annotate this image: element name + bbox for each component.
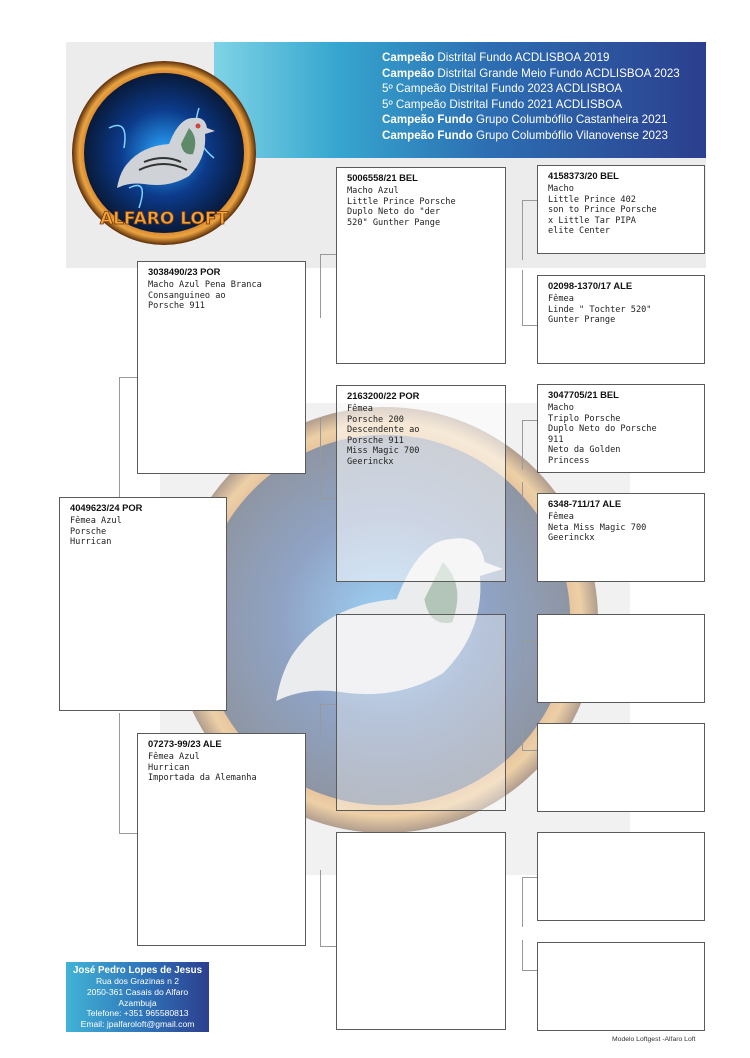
connector [522,877,523,927]
championship-title [382,128,712,144]
great-grandparent-card-empty[interactable] [537,723,705,812]
card-line: Fêmea [548,294,574,304]
connector [119,377,120,497]
card-line: Princess [548,455,590,466]
card-line: Macho Azul Pena Branca [148,280,262,290]
card-line: Neto da Golden [548,445,621,456]
championship-title [382,81,712,97]
connector [522,640,523,700]
connector [522,420,523,470]
great-grandparent-card-empty[interactable] [537,614,705,703]
ring-number: 07273-99/23 ALE [148,738,222,749]
title-text: Distrital Grande Meio Fundo ACDLISBOA 2023 [434,66,680,80]
title-highlight: Campeão Fundo [382,113,473,127]
card-line: Porsche 200 [347,414,404,425]
title-text: Grupo Columbófilo Vilanovense 2023 [472,128,668,142]
card-line: Porsche 911 [148,301,205,312]
connector [522,482,523,522]
connector [522,750,537,751]
card-line: Duplo Neto do Porsche [548,424,657,435]
owner-name: José Pedro Lopes de Jesus [72,965,203,976]
connector [522,200,523,260]
connector [320,870,321,946]
address-line: 2050-361 Casais do Alfaro [86,986,189,997]
card-line: Gunter Prange [548,315,616,326]
card-line: x Little Tar PIPA [548,215,636,226]
card-line: Fêmea Azul [70,516,122,526]
grandparent-card-empty[interactable] [336,614,506,811]
connector [320,498,336,499]
connector [522,940,523,970]
connector [119,833,137,834]
card-line: Hurrican [70,537,112,548]
championship-title [382,50,712,66]
dam-card[interactable] [137,733,306,946]
connector [320,418,321,498]
card-line: 911 [548,434,564,445]
connector [320,704,321,734]
card-line: 520" Gunther Pange [347,217,441,228]
card-line: Descendente ao [347,425,420,436]
grandparent-card-empty[interactable] [336,832,506,1030]
contact-box [66,962,209,1032]
connector [522,325,537,326]
connector [320,946,336,947]
great-grandparent-card-empty[interactable] [537,942,705,1031]
connector [522,877,537,878]
card-line: Porsche 911 [347,435,404,446]
card-line: son to Prince Porsche [548,205,657,216]
connector [522,718,523,750]
ring-number: 2163200/22 POR [347,390,420,401]
great-grandparent-card[interactable] [537,384,705,473]
card-line: Fêmea Azul [148,752,200,762]
ring-number: 4049623/24 POR [70,502,143,513]
great-grandparent-card[interactable] [537,493,705,582]
card-line: Neta Miss Magic 700 [548,522,647,533]
championship-titles [382,50,712,144]
card-line: Linde " Tochter 520" [548,304,652,315]
card-line: Little Prince Porsche [347,196,456,207]
address-line: Rua dos Grazinas n 2 [95,976,180,986]
connector [119,713,120,833]
ring-number: 02098-1370/17 ALE [548,280,633,291]
grandparent-card[interactable] [336,385,506,582]
connector [522,970,537,971]
card-line: elite Center [548,226,611,237]
footer-credit: Modelo Loftgest -Alfaro Loft [612,1036,696,1043]
subject-card[interactable] [59,497,227,711]
sire-card[interactable] [137,261,306,474]
card-line: Little Prince 402 [548,194,636,205]
alfaro-loft-logo [69,58,259,248]
card-line: Geerinckx [347,456,394,467]
email-line[interactable]: Email: jpalfaroloft@gmail.com [80,1019,195,1030]
connector [522,270,523,325]
title-highlight: Campeão [382,66,435,80]
ring-number: 5006558/21 BEL [347,172,418,183]
connector [522,522,537,523]
card-line: Macho [548,184,574,194]
card-line: Porsche [70,526,107,537]
title-text: 5º Campeão Distrital Fundo 2023 ACDLISBOA [382,82,623,96]
card-line: Consanguineo ao [148,290,226,301]
card-line: Fêmea [347,404,373,414]
ring-number: 3038490/23 POR [148,266,221,277]
logo-text: ALFARO LOFT [99,209,229,229]
connector [119,377,137,378]
title-text: Distrital Fundo ACDLISBOA 2019 [434,51,610,64]
connector [522,640,537,641]
card-line: Geerinckx [548,533,595,544]
card-line: Duplo Neto do "der [347,207,441,218]
title-highlight: Campeão Fundo [382,128,473,142]
address-line: Azambuja [118,997,157,1008]
connector [522,200,537,201]
title-highlight: Campeão [382,51,435,64]
championship-title [382,66,712,82]
connector [522,420,537,421]
card-line: Hurrican [148,762,190,773]
card-line: Fêmea [548,512,574,522]
great-grandparent-card[interactable] [537,165,705,254]
card-line: Macho Azul [347,186,399,196]
card-line: Importada da Alemanha [148,773,257,784]
great-grandparent-card-empty[interactable] [537,832,705,921]
card-line: Macho [548,403,574,413]
card-line: Triplo Porsche [548,413,621,424]
championship-title [382,97,712,113]
ring-number: 3047705/21 BEL [548,389,619,400]
title-text: Grupo Columbófilo Castanheira 2021 [472,113,668,127]
ring-number: 6348-711/17 ALE [548,498,622,509]
connector [320,254,321,318]
connector [320,254,336,255]
great-grandparent-card[interactable] [537,275,705,364]
card-line: Miss Magic 700 [347,446,420,457]
connector [320,704,336,705]
grandparent-card[interactable] [336,167,506,364]
championship-title [382,112,712,128]
ring-number: 4158373/20 BEL [548,170,619,181]
phone-line: Telefone: +351 965580813 [86,1008,189,1019]
title-text: 5º Campeão Distrital Fundo 2021 ACDLISBOA [382,97,623,111]
